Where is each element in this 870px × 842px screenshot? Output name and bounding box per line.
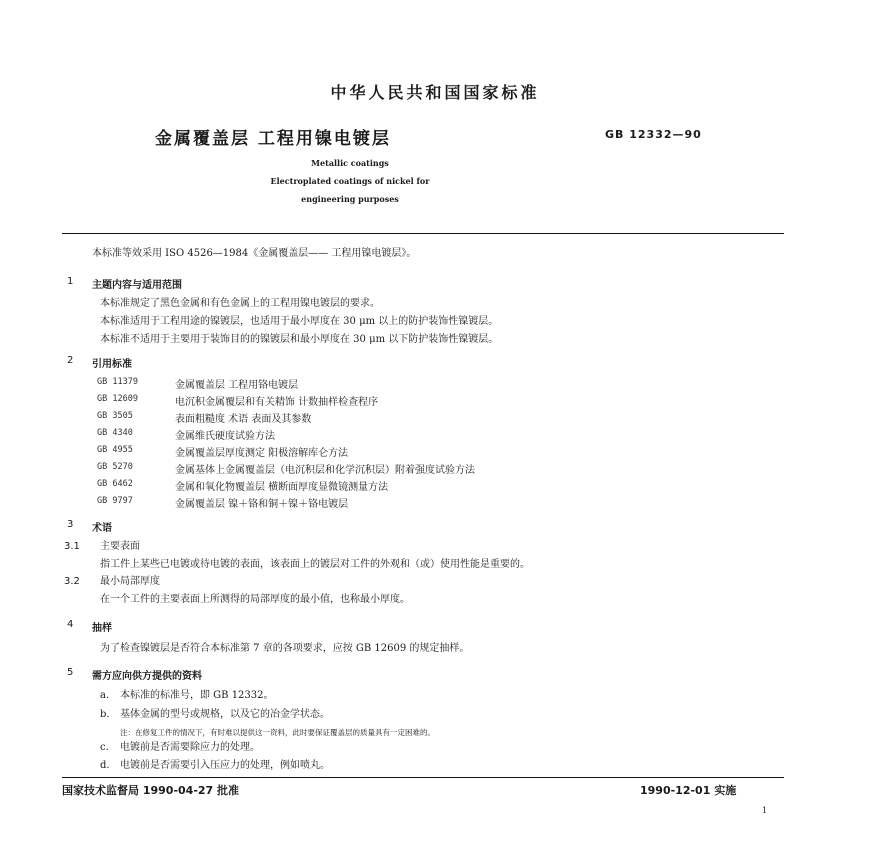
list-item-label: c.	[100, 742, 109, 753]
term-1-definition: 指工件上某些已电镀或待电镀的表面，该表面上的镀层对工件的外观和（或）使用性能是重要的。	[100, 559, 530, 570]
section-1-para-1: 本标准规定了黑色金属和有色金属上的工程用镍电镀层的要求。	[100, 298, 380, 309]
ref-code: GB 11379	[97, 377, 138, 387]
ref-title: 金属覆盖层 镍＋铬和铜＋镍＋铬电镀层	[175, 499, 349, 510]
note-text: 注：在修复工件的情况下，有时难以提供这一资料，此时要保证覆盖层的质量具有一定困难的。	[120, 728, 435, 737]
ref-title: 金属基体上金属覆盖层（电沉积层和化学沉积层）附着强度试验方法	[175, 465, 475, 476]
country-standard-title: 中华人民共和国国家标准	[330, 83, 540, 102]
ref-title: 金属维氏硬度试验方法	[175, 431, 275, 442]
effective-date: 1990-12-01 实施	[640, 784, 737, 797]
ref-code: GB 4955	[97, 445, 133, 455]
page-number: 1	[762, 806, 768, 815]
ref-title: 表面粗糙度 术语 表面及其参数	[175, 414, 312, 425]
title-en-line-2: Electroplated coatings of nickel for	[270, 176, 430, 186]
section-4-text: 为了检查镍镀层是否符合本标准第 7 章的各项要求，应按 GB 12609 的规定抽样。	[100, 643, 470, 654]
list-item-text: 本标准的标准号，即 GB 12332。	[120, 690, 274, 701]
list-item-label: a.	[100, 690, 110, 701]
issued-by: 国家技术监督局 1990-04-27 批准	[62, 784, 240, 797]
title-en-line-1: Metallic coatings	[311, 158, 389, 168]
ref-code: GB 9797	[97, 496, 133, 506]
section-1-para-3: 本标准不适用于主要用于装饰目的的镍镀层和最小厚度在 30 μm 以下防护装饰性镍镀层。	[100, 334, 499, 345]
title-en-line-3: engineering purposes	[301, 194, 399, 204]
section-4-heading: 抽样	[92, 623, 112, 634]
ref-code: GB 4340	[97, 428, 133, 438]
intro-text: 本标准等效采用 ISO 4526—1984《金属覆盖层—— 工程用镍电镀层》。	[92, 248, 417, 259]
header-divider	[62, 233, 784, 234]
section-4-number: 4	[67, 619, 74, 630]
section-1-para-2: 本标准适用于工程用途的镍镀层，也适用于最小厚度在 30 μm 以上的防护装饰性镍镀层。	[100, 316, 499, 327]
standard-title-cn: 金属覆盖层 工程用镍电镀层	[155, 129, 391, 149]
ref-code: GB 3505	[97, 411, 133, 421]
list-item-label: b.	[100, 709, 110, 720]
section-2-heading: 引用标准	[92, 359, 132, 370]
footer-divider	[62, 777, 784, 778]
section-2-number: 2	[67, 355, 74, 366]
section-5-heading: 需方应向供方提供的资料	[92, 671, 202, 682]
section-3-heading: 术语	[92, 523, 112, 534]
section-1-heading: 主题内容与适用范围	[92, 280, 182, 291]
section-3-number: 3	[67, 519, 74, 530]
ref-title: 电沉积金属覆层和有关精饰 计数抽样检查程序	[175, 397, 379, 408]
section-5-number: 5	[67, 667, 74, 678]
term-1-heading: 主要表面	[100, 541, 140, 552]
section-1-number: 1	[67, 276, 74, 287]
ref-code: GB 12609	[97, 394, 138, 404]
ref-code: GB 6462	[97, 479, 133, 489]
term-1-number: 3.1	[64, 541, 80, 552]
ref-title: 金属和氧化物覆盖层 横断面厚度显微镜测量方法	[175, 482, 389, 493]
ref-title: 金属覆盖层 工程用铬电镀层	[175, 380, 299, 391]
term-2-definition: 在一个工件的主要表面上所测得的局部厚度的最小值，也称最小厚度。	[100, 594, 410, 605]
list-item-text: 电镀前是否需要引入压应力的处理，例如喷丸。	[120, 760, 330, 771]
ref-code: GB 5270	[97, 462, 133, 472]
term-2-heading: 最小局部厚度	[100, 576, 160, 587]
term-2-number: 3.2	[64, 576, 80, 587]
ref-title: 金属覆盖层厚度测定 阳极溶解库仑方法	[175, 448, 349, 459]
list-item-text: 基体金属的型号或规格，以及它的冶金学状态。	[120, 709, 330, 720]
standard-code: GB 12332—90	[605, 128, 702, 141]
list-item-text: 电镀前是否需要除应力的处理。	[120, 742, 260, 753]
list-item-label: d.	[100, 760, 110, 771]
